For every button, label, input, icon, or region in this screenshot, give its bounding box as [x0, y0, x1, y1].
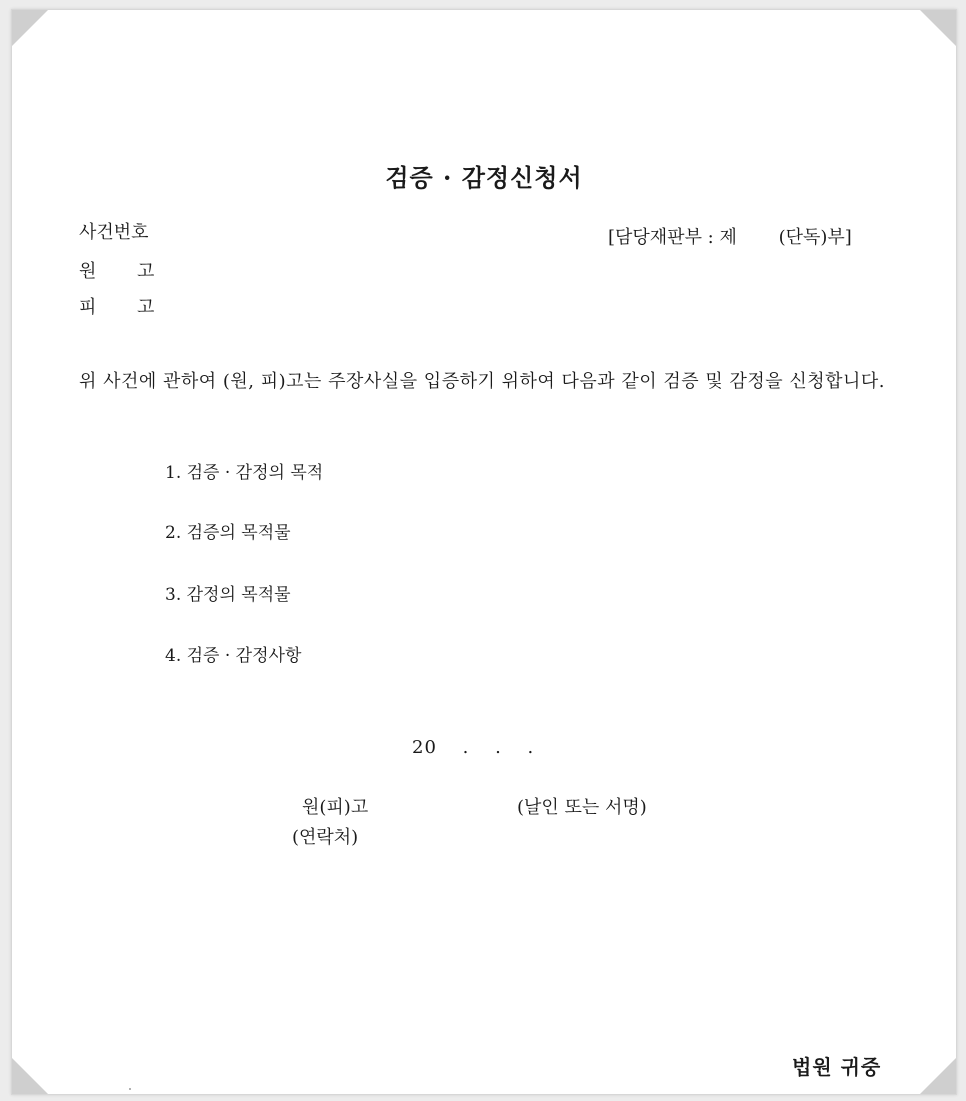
court-addressee: 법원 귀중	[792, 1055, 882, 1079]
list-item: 4. 검증 · 감정사항	[165, 646, 302, 666]
plaintiff-char-2: 고	[137, 261, 155, 282]
page-corner-fold	[920, 10, 956, 46]
contact-label: (연락처)	[292, 827, 359, 848]
document-title: 검증 · 감정신청서	[385, 163, 583, 192]
department-label: [담당재판부 : 제 (단독)부]	[608, 227, 852, 248]
page-corner-fold	[920, 1058, 956, 1094]
page-corner-fold	[12, 1058, 48, 1094]
party-label: 원(피)고	[302, 797, 369, 818]
document-page	[11, 9, 957, 1095]
defendant-char-1: 피	[79, 297, 97, 318]
signature-label: (날인 또는 서명)	[517, 797, 647, 818]
list-item: 3. 감정의 목적물	[165, 585, 291, 605]
case-number-label: 사건번호	[79, 222, 149, 243]
date-line: 20 . . .	[412, 737, 535, 758]
page-corner-fold	[12, 10, 48, 46]
list-item: 1. 검증 · 감정의 목적	[165, 463, 324, 483]
defendant-label	[79, 293, 169, 319]
request-body-text: 위 사건에 관하여 (원, 피)고는 주장사실을 입증하기 위하여 다음과 같이 검증 및 감정을 신청합니다.	[79, 371, 885, 392]
defendant-char-2: 고	[137, 297, 155, 318]
plaintiff-label	[79, 257, 169, 283]
scan-speck	[129, 1088, 131, 1090]
list-item: 2. 검증의 목적물	[165, 523, 291, 543]
plaintiff-char-1: 원	[79, 261, 97, 282]
